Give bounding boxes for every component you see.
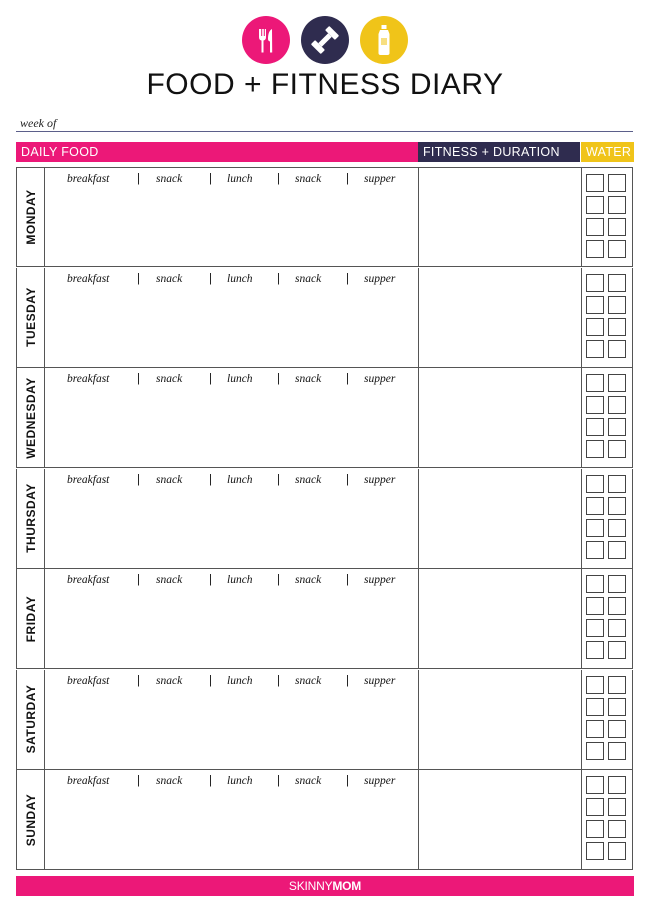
column-header-daily-food: DAILY FOOD (16, 142, 418, 162)
meal-separator: | (209, 674, 212, 687)
water-cup-checkbox[interactable] (586, 519, 604, 537)
utensils-icon (242, 16, 290, 64)
meal-separator: | (346, 272, 349, 285)
water-cup-checkbox[interactable] (608, 641, 626, 659)
day-label-cell (17, 368, 45, 467)
meal-separator: | (346, 674, 349, 687)
water-cup-checkbox[interactable] (586, 218, 604, 236)
meal-food-area[interactable] (45, 675, 419, 689)
meal-label-supper: supper (364, 272, 396, 285)
water-cup-checkbox[interactable] (586, 820, 604, 838)
meal-separator: | (277, 674, 280, 687)
meal-label-lunch: lunch (227, 775, 253, 787)
week-of-label: week of (20, 116, 57, 130)
meal-label-snack: snack (156, 373, 183, 385)
meal-separator: | (137, 674, 140, 687)
meal-label-snack: snack (156, 775, 183, 787)
meal-label-snack: snack (295, 373, 322, 385)
water-cup-checkbox[interactable] (586, 340, 604, 358)
water-cup-checkbox[interactable] (586, 240, 604, 258)
water-cup-checkbox[interactable] (608, 742, 626, 760)
meal-label-lunch: lunch (227, 674, 253, 687)
water-cup-checkbox[interactable] (608, 842, 626, 860)
meal-label-snack: snack (156, 272, 183, 285)
water-cup-checkbox[interactable] (608, 676, 626, 694)
meal-separator: | (137, 473, 140, 486)
meal-label-breakfast: breakfast (67, 173, 110, 185)
water-cup-checkbox[interactable] (586, 575, 604, 593)
water-cup-checkbox[interactable] (608, 698, 626, 716)
day-label: WEDNESDAY (23, 376, 38, 459)
meal-label-snack: snack (156, 674, 183, 687)
dumbbell-icon (301, 16, 349, 64)
water-cup-checkbox[interactable] (586, 475, 604, 493)
day-row-tuesday (16, 268, 633, 368)
meal-separator: | (277, 173, 280, 185)
meal-label-supper: supper (364, 173, 396, 185)
column-header-water: WATER (581, 142, 634, 162)
fitness-duration-cell[interactable] (418, 469, 582, 568)
water-cup-checkbox[interactable] (586, 619, 604, 637)
meal-food-area[interactable] (45, 273, 419, 287)
column-header-fitness: FITNESS + DURATION (418, 142, 580, 162)
fitness-duration-cell[interactable] (418, 569, 582, 668)
water-cup-checkbox[interactable] (608, 274, 626, 292)
meal-label-snack: snack (295, 173, 322, 185)
day-label-cell (17, 569, 45, 668)
meal-label-snack: snack (295, 674, 322, 687)
water-cup-checkbox[interactable] (586, 742, 604, 760)
meal-label-snack: snack (295, 574, 322, 586)
meal-separator: | (346, 373, 349, 385)
water-cup-checkbox[interactable] (586, 174, 604, 192)
day-label: THURSDAY (23, 483, 38, 553)
water-cup-checkbox[interactable] (586, 396, 604, 414)
meal-food-area[interactable] (45, 173, 419, 187)
header-icons (0, 16, 650, 64)
water-cup-checkbox[interactable] (608, 296, 626, 314)
water-cup-checkbox[interactable] (608, 519, 626, 537)
fitness-duration-cell[interactable] (418, 368, 582, 467)
day-row-wednesday (16, 368, 633, 468)
water-cup-checkbox[interactable] (608, 196, 626, 214)
meal-label-lunch: lunch (227, 272, 253, 285)
meal-label-lunch: lunch (227, 473, 253, 486)
water-cup-checkbox[interactable] (586, 597, 604, 615)
meal-food-area[interactable] (45, 775, 419, 789)
day-label-cell (17, 670, 45, 769)
water-cup-checkbox[interactable] (608, 619, 626, 637)
day-label-cell (17, 268, 45, 367)
meal-separator: | (137, 775, 140, 787)
water-cup-checkbox[interactable] (586, 274, 604, 292)
meal-label-lunch: lunch (227, 173, 253, 185)
meal-separator: | (209, 775, 212, 787)
water-cup-checkbox[interactable] (586, 676, 604, 694)
meal-separator: | (277, 373, 280, 385)
water-cup-checkbox[interactable] (608, 396, 626, 414)
fitness-duration-cell[interactable] (418, 770, 582, 869)
water-cup-checkbox[interactable] (586, 798, 604, 816)
fitness-duration-cell[interactable] (418, 268, 582, 367)
meal-separator: | (346, 173, 349, 185)
meal-label-snack: snack (156, 473, 183, 486)
meal-label-supper: supper (364, 574, 396, 586)
water-cup-checkbox[interactable] (608, 475, 626, 493)
meal-separator: | (346, 473, 349, 486)
meal-label-snack: snack (295, 272, 322, 285)
day-label: MONDAY (23, 189, 38, 245)
meal-label-breakfast: breakfast (67, 272, 110, 285)
water-cup-checkbox[interactable] (608, 776, 626, 794)
meal-label-breakfast: breakfast (67, 574, 110, 586)
footer-bar (16, 876, 634, 896)
meal-separator: | (277, 473, 280, 486)
day-row-friday (16, 569, 633, 669)
water-cup-checkbox[interactable] (586, 776, 604, 794)
water-cup-checkbox[interactable] (608, 798, 626, 816)
water-cup-checkbox[interactable] (586, 296, 604, 314)
meal-separator: | (346, 574, 349, 586)
meal-label-supper: supper (364, 373, 396, 385)
water-cup-checkbox[interactable] (608, 218, 626, 236)
meal-label-snack: snack (156, 173, 183, 185)
meal-separator: | (209, 473, 212, 486)
water-cup-checkbox[interactable] (608, 820, 626, 838)
meal-separator: | (137, 272, 140, 285)
water-cup-checkbox[interactable] (608, 497, 626, 515)
water-cup-checkbox[interactable] (586, 440, 604, 458)
meal-food-area[interactable] (45, 474, 419, 488)
water-cup-checkbox[interactable] (586, 418, 604, 436)
fitness-duration-cell[interactable] (418, 168, 582, 266)
day-label-cell (17, 469, 45, 568)
water-cup-checkbox[interactable] (608, 440, 626, 458)
water-bottle-icon (360, 16, 408, 64)
day-label: TUESDAY (23, 287, 38, 347)
meal-label-snack: snack (295, 775, 322, 787)
week-of-line[interactable] (16, 131, 633, 132)
water-cup-checkbox[interactable] (608, 374, 626, 392)
meal-label-lunch: lunch (227, 574, 253, 586)
water-cup-checkbox[interactable] (586, 641, 604, 659)
day-row-saturday (16, 670, 633, 770)
meal-label-lunch: lunch (227, 373, 253, 385)
water-cup-checkbox[interactable] (586, 541, 604, 559)
meal-food-area[interactable] (45, 373, 419, 387)
day-row-thursday (16, 469, 633, 569)
meal-separator: | (346, 775, 349, 787)
water-cup-checkbox[interactable] (608, 720, 626, 738)
meal-label-supper: supper (364, 473, 396, 486)
water-cup-checkbox[interactable] (586, 196, 604, 214)
meal-separator: | (277, 574, 280, 586)
meal-food-area[interactable] (45, 574, 419, 588)
water-cup-checkbox[interactable] (586, 497, 604, 515)
water-cup-checkbox[interactable] (586, 698, 604, 716)
water-cup-checkbox[interactable] (608, 575, 626, 593)
meal-separator: | (209, 272, 212, 285)
water-cup-checkbox[interactable] (608, 541, 626, 559)
water-cup-checkbox[interactable] (608, 240, 626, 258)
water-cup-checkbox[interactable] (608, 597, 626, 615)
meal-label-breakfast: breakfast (67, 775, 110, 787)
water-cup-checkbox[interactable] (586, 842, 604, 860)
meal-separator: | (209, 173, 212, 185)
meal-separator: | (209, 574, 212, 586)
water-cup-checkbox[interactable] (586, 374, 604, 392)
meal-separator: | (209, 373, 212, 385)
water-cup-checkbox[interactable] (608, 418, 626, 436)
fitness-duration-cell[interactable] (418, 670, 582, 769)
water-cup-checkbox[interactable] (608, 340, 626, 358)
meal-label-breakfast: breakfast (67, 473, 110, 486)
meal-label-snack: snack (156, 574, 183, 586)
meal-separator: | (277, 272, 280, 285)
day-label: SUNDAY (23, 793, 38, 846)
meal-separator: | (137, 373, 140, 385)
meal-label-breakfast: breakfast (67, 674, 110, 687)
water-cup-checkbox[interactable] (586, 318, 604, 336)
meal-label-supper: supper (364, 674, 396, 687)
water-cup-checkbox[interactable] (608, 318, 626, 336)
day-label-cell (17, 168, 45, 266)
day-label: SATURDAY (23, 684, 38, 754)
day-label-cell (17, 770, 45, 869)
meal-separator: | (137, 574, 140, 586)
meal-label-breakfast: breakfast (67, 373, 110, 385)
meal-separator: | (277, 775, 280, 787)
meal-separator: | (137, 173, 140, 185)
day-row-monday (16, 167, 633, 267)
day-row-sunday (16, 770, 633, 870)
water-cup-checkbox[interactable] (586, 720, 604, 738)
meal-label-supper: supper (364, 775, 396, 787)
day-label: FRIDAY (23, 595, 38, 642)
brand-logo: SKINNYMOM (288, 879, 362, 893)
page-title: FOOD + FITNESS DIARY (146, 68, 504, 101)
meal-label-snack: snack (295, 473, 322, 486)
water-cup-checkbox[interactable] (608, 174, 626, 192)
